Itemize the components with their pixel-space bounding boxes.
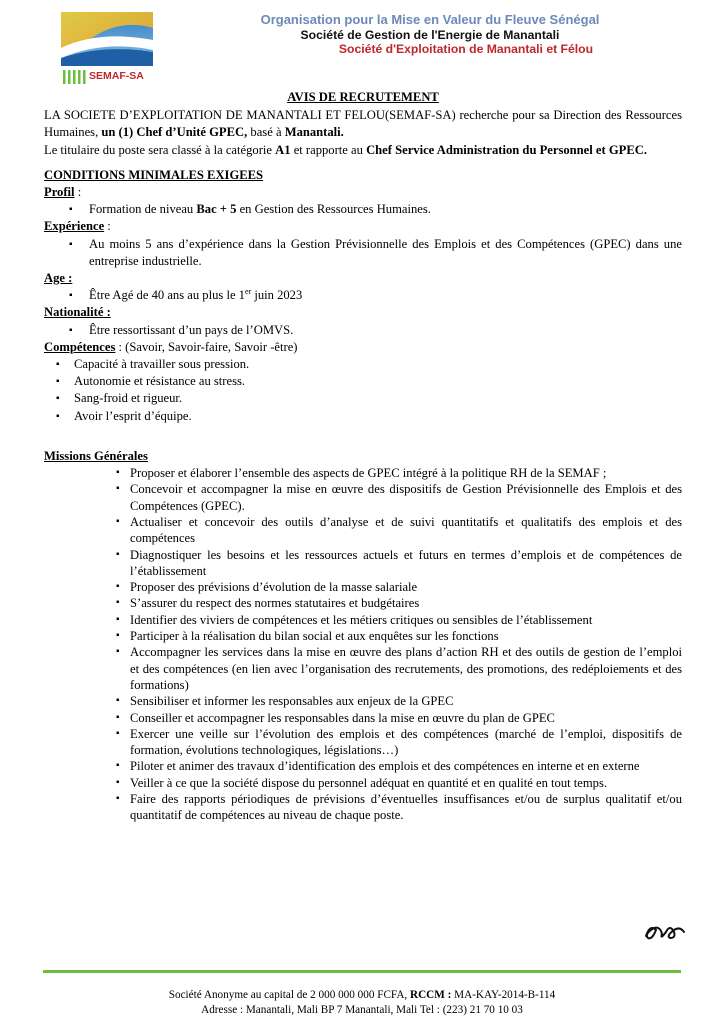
list-item: ▪ Être Agé de 40 ans au plus le 1er juin 2023 <box>44 287 682 304</box>
list-item: ▪ Veiller à ce que la société dispose du personnel adéquat en quantité et en qualité en tout temps. <box>116 775 682 791</box>
handwritten-initials <box>640 920 688 942</box>
profil-list <box>44 201 682 218</box>
list-item: ▪ Accompagner les services dans la mise en œuvre des plans d’action RH et des outils de gestion de l’emploi et des compétences (en lien avec l’organisation des recrutements, des promotions, des redéploiements et des formations) <box>116 644 682 693</box>
list-item: ▪ Actualiser et concevoir des outils d’analyse et de suivi quantitatifs et qualitatifs des emplois et des compétences <box>116 514 682 547</box>
footer-divider <box>43 970 681 973</box>
list-item: ▪ Être ressortissant d’un pays de l’OMVS. <box>44 322 682 339</box>
list-item: ▪ Diagnostiquer les besoins et les ressources actuels et futurs en termes d’emplois et de compétences de l’établissement <box>116 547 682 580</box>
list-item: ▪ Identifier des viviers de compétences et les métiers critiques ou sensibles de l’établissement <box>116 612 682 628</box>
document-title: AVIS DE RECRUTEMENT <box>287 90 439 104</box>
list-item: ▪ Proposer des prévisions d’évolution de la masse salariale <box>116 579 682 595</box>
list-item: ▪ Faire des rapports périodiques de prévisions d’éventuelles insuffisances et/ou de surplus qualitatif et/ou quantitatif de compétences au niveau de chaque poste. <box>116 791 682 824</box>
list-item: ▪ Sang-froid et rigueur. <box>44 390 682 407</box>
list-item: ▪ S’assurer du respect des normes statutaires et budgétaires <box>116 595 682 611</box>
footer <box>43 988 681 1018</box>
nationalite-label: Nationalité : <box>44 305 111 320</box>
list-item: ▪ Concevoir et accompagner la mise en œuvre des dispositifs de Gestion Prévisionnelle des Emplois et des Compétences (GPEC). <box>116 481 682 514</box>
org-line-1: Organisation pour la Mise en Valeur du Fleuve Sénégal <box>260 12 600 27</box>
org-line-3: Société d'Exploitation de Manantali et Félou <box>338 42 594 56</box>
age-label: Age : <box>44 271 73 286</box>
list-item: ▪ Conseiller et accompagner les responsables dans la mise en œuvre du plan de GPEC <box>116 710 682 726</box>
list-item: ▪ Avoir l’esprit d’équipe. <box>44 408 682 425</box>
intro-paragraph-2: Le titulaire du poste sera classé à la catégorie A1 et rapporte au Chef Service Administration du Personnel et GPEC. <box>44 142 647 157</box>
organisation-header <box>190 13 670 57</box>
list-item: ▪ Exercer une veille sur l’évolution des emplois et des compétences (marché de l’emploi, dispositifs de formation, évolutions technologiques, législations…) <box>116 726 682 759</box>
conditions-heading: CONDITIONS MINIMALES EXIGEES <box>44 167 264 182</box>
semaf-logo <box>59 10 155 88</box>
nationalite-list <box>44 322 682 339</box>
footer-line-1: Société Anonyme au capital de 2 000 000 000 FCFA, RCCM : MA-KAY-2014-B-114 <box>168 989 556 1001</box>
list-item: ▪ Piloter et animer des travaux d’identification des emplois et des compétences en interne et en externe <box>116 758 682 774</box>
competences-list <box>44 356 682 425</box>
footer-address: Adresse : Manantali, Mali BP 7 Manantali, Mali Tel : (223) 21 70 10 03 <box>201 1004 523 1016</box>
list-item: ▪ Capacité à travailler sous pression. <box>44 356 682 373</box>
list-item: ▪ Participer à la réalisation du bilan social et aux enquêtes sur les fonctions <box>116 628 682 644</box>
competences-label: Compétences : (Savoir, Savoir-faire, Savoir -être) <box>44 339 298 354</box>
list-item: ▪ Au moins 5 ans d’expérience dans la Gestion Prévisionnelle des Emplois et des Compétences (GPEC) dans une entreprise industrielle. <box>44 236 682 270</box>
experience-label: Expérience : <box>44 219 111 234</box>
age-list <box>44 287 682 304</box>
org-line-2: Société de Gestion de l'Energie de Manantali <box>300 27 560 42</box>
profil-label: Profil : <box>44 185 82 200</box>
list-item: ▪ Autonomie et résistance au stress. <box>44 373 682 390</box>
list-item: ▪ Formation de niveau Bac + 5 en Gestion des Ressources Humaines. <box>44 201 682 218</box>
list-item: ▪ Proposer et élaborer l’ensemble des aspects de GPEC intégré à la politique RH de la SEMAF ; <box>116 465 682 481</box>
list-item: ▪ Sensibiliser et informer les responsables aux enjeux de la GPEC <box>116 693 682 709</box>
missions-heading: Missions Générales <box>44 448 148 463</box>
document-body <box>44 89 682 824</box>
missions-list <box>116 465 682 824</box>
logo-text: SEMAF-SA <box>89 70 144 82</box>
experience-list <box>44 236 682 270</box>
intro-paragraph-1: LA SOCIETE D’EXPLOITATION DE MANANTALI ET FELOU(SEMAF-SA) recherche pour sa Direction des Ressources Humaines, un (1) Chef d’Unité GPEC, basé à Manantali. <box>44 108 682 140</box>
